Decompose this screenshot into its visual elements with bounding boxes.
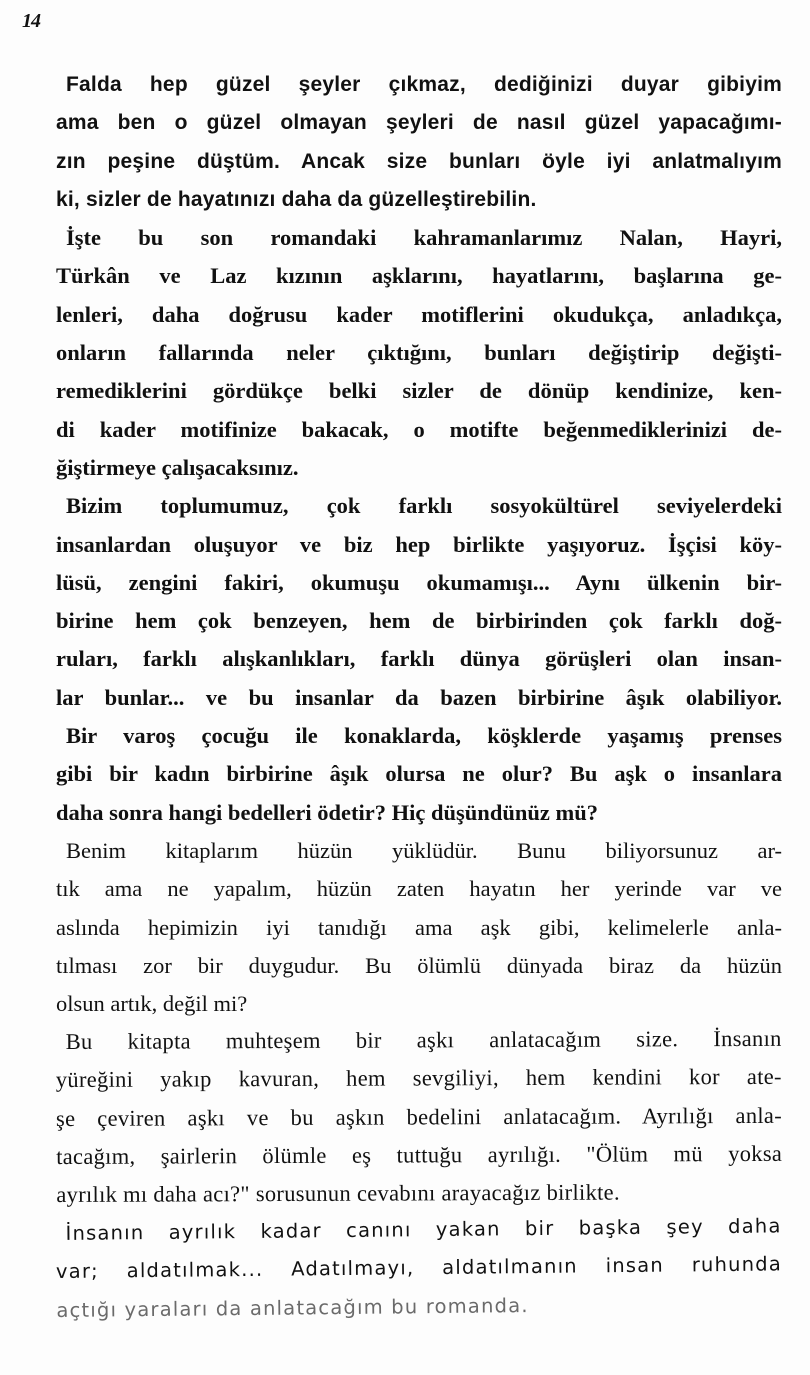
text-line: gibi bir kadın birbirine âşık olursa ne olur? Bu aşk o insanlara xyxy=(56,761,782,787)
text-line: ki, sizler de hayatınızı daha da güzelleştirebilin. xyxy=(56,187,537,211)
text-line: olsun artık, değil mi? xyxy=(56,991,248,1017)
text-line: lüsü, zengini fakiri, okumuşu okumamışı... Aynı ülkenin bir- xyxy=(56,569,782,595)
body-text xyxy=(56,66,782,1330)
paragraph-sorrow xyxy=(56,832,782,1023)
paragraph-intro xyxy=(56,66,782,219)
text-line: ayrılık mı daha acı?" sorusunun cevabını arayacağız birlikte. xyxy=(56,1180,620,1208)
text-line: ğiştirmeye çalışacaksınız. xyxy=(56,454,299,480)
text-line: ama ben o güzel olmayan şeyleri de nasıl güzel yapacağımı- xyxy=(56,111,782,135)
text-line: ruları, farklı alışkanlıkları, farklı dünya görüşleri olan insan- xyxy=(56,646,782,672)
text-line: lenleri, daha doğrusu kader motiflerini okudukça, anladıkça, xyxy=(56,301,782,327)
paragraph-betrayal xyxy=(55,1207,782,1329)
text-line: daha sonra hangi bedelleri ödetir? Hiç düşündünüz mü? xyxy=(56,799,598,825)
text-line: Bizim toplumumuz, çok farklı sosyokültürel seviyelerdeki xyxy=(66,493,782,519)
text-line: birine hem çok benzeyen, hem de birbirinden çok farklı doğ- xyxy=(56,608,782,634)
text-line: zın peşine düştüm. Ancak size bunları öyle iyi anlatmalıyım xyxy=(56,149,782,173)
text-line: tık ama ne yapalım, hüzün zaten hayatın her yerinde var ve xyxy=(56,876,782,902)
text-line: remediklerini gördükçe belki sizler de dönüp kendinize, ken- xyxy=(56,378,782,404)
text-line: İşte bu son romandaki kahramanlarımız Nalan, Hayri, xyxy=(66,225,782,251)
text-line: di kader motifinize bakacak, o motifte beğenmediklerinizi de- xyxy=(56,416,782,442)
paragraph-characters xyxy=(56,219,782,487)
text-line: Bir varoş çocuğu ile konaklarda, köşklerde yaşamış prenses xyxy=(66,723,782,749)
text-line: var; aldatılmak... Adatılmayı, aldatılmanın insan ruhunda xyxy=(55,1252,783,1284)
paragraph-society xyxy=(56,487,782,717)
text-line: İnsanın ayrılık kadar canını yakan bir başka şey daha xyxy=(65,1214,782,1245)
text-line: tılması zor bir duygudur. Bu ölümlü dünyada biraz da hüzün xyxy=(56,952,782,978)
text-line: insanlardan oluşuyor ve biz hep birlikte yaşıyoruz. İşçisi köy- xyxy=(56,531,782,557)
text-line: tacağım, şairlerin ölümle eş tuttuğu ayrılığı. "Ölüm mü yoksa xyxy=(56,1141,783,1170)
text-line: yüreğini yakıp kavuran, hem sevgiliyi, hem kendini kor ate- xyxy=(55,1064,782,1093)
text-line: şe çeviren aşkı ve bu aşkın bedelini anlatacağım. Ayrılığı anla- xyxy=(55,1102,783,1132)
text-line: Falda hep güzel şeyler çıkmaz, dediğinizi duyar gibiyim xyxy=(66,73,782,96)
text-line: açtığı yaraları da anlatacağım bu romanda. xyxy=(56,1293,529,1322)
text-line: Benim kitaplarım hüzün yüklüdür. Bunu biliyorsunuz ar- xyxy=(66,837,782,863)
page-number: 14 xyxy=(22,10,40,32)
text-line: Türkân ve Laz kızının aşklarını, hayatlarını, başlarına ge- xyxy=(56,263,782,289)
paragraph-question xyxy=(56,717,782,832)
text-line: Bu kitapta muhteşem bir aşkı anlatacağım size. İnsanın xyxy=(65,1026,782,1055)
text-line: aslında hepimizin iyi tanıdığı ama aşk gibi, kelimelerle anla- xyxy=(56,914,782,940)
paragraph-love xyxy=(56,1020,783,1215)
text-line: lar bunlar... ve bu insanlar da bazen birbirine âşık olabiliyor. xyxy=(56,684,782,710)
text-line: onların fallarında neler çıktığını, bunları değiştirip değişti- xyxy=(56,340,782,366)
